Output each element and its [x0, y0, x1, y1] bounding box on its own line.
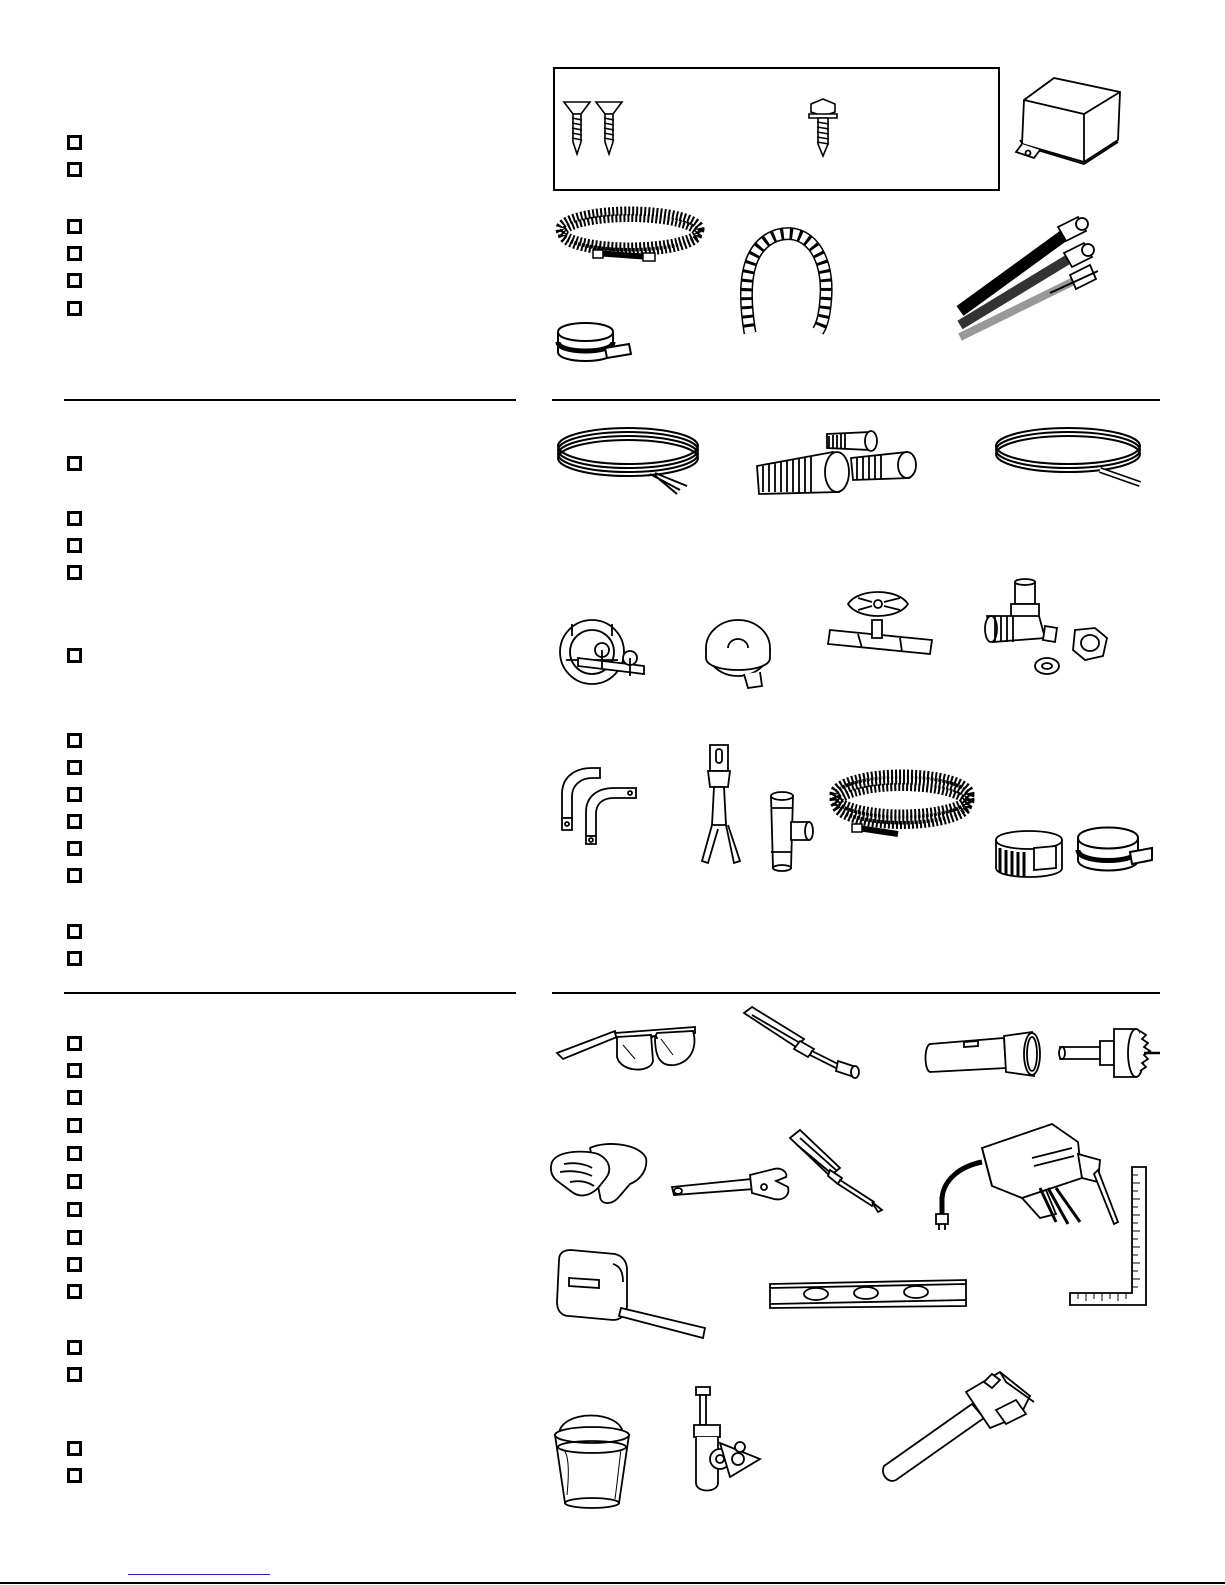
- carpenter-square-icon: [1068, 1165, 1158, 1305]
- section-divider-right-2: [552, 992, 1160, 994]
- spring-clamp-icon: [1074, 822, 1154, 882]
- checkbox-tool-2[interactable]: [67, 1063, 82, 1078]
- nut-driver-icon: [742, 1005, 867, 1077]
- checkbox-part-4[interactable]: [67, 246, 82, 261]
- level-icon: [768, 1276, 968, 1312]
- wye-fitting-icon: [763, 792, 813, 872]
- checkbox-material-9[interactable]: [67, 814, 82, 829]
- checkbox-material-1[interactable]: [67, 456, 82, 471]
- checkbox-material-10[interactable]: [67, 841, 82, 856]
- checkbox-material-12[interactable]: [67, 924, 82, 939]
- checkbox-tool-11[interactable]: [67, 1340, 82, 1355]
- strain-relief-icon: [558, 610, 653, 690]
- tubing-cutter-icon: [690, 1385, 765, 1495]
- spiral-wrap-icon: [738, 225, 838, 340]
- phillips-screwdriver-icon: [788, 1128, 888, 1213]
- compression-elbow-icon: [985, 580, 1110, 680]
- hole-saw-icon: [1058, 1025, 1163, 1083]
- checkbox-tool-1[interactable]: [67, 1036, 82, 1051]
- bucket-icon: [553, 1395, 633, 1510]
- checkbox-material-6[interactable]: [67, 733, 82, 748]
- checkbox-tool-12[interactable]: [67, 1367, 82, 1382]
- checkbox-tool-3[interactable]: [67, 1090, 82, 1105]
- corrugated-hose-icon: [555, 205, 705, 275]
- tubing-coil-icon: [990, 422, 1150, 497]
- checkbox-part-6[interactable]: [67, 301, 82, 316]
- gloves-icon: [550, 1140, 650, 1210]
- hex-head-screw-icon: [805, 96, 841, 160]
- checkbox-part-1[interactable]: [67, 135, 82, 150]
- checkbox-material-7[interactable]: [67, 760, 82, 775]
- checkbox-part-2[interactable]: [67, 162, 82, 177]
- tape-measure-icon: [555, 1250, 710, 1340]
- checkbox-tool-9[interactable]: [67, 1257, 82, 1272]
- checkbox-tool-5[interactable]: [67, 1146, 82, 1161]
- checkbox-tool-6[interactable]: [67, 1174, 82, 1189]
- checkbox-tool-7[interactable]: [67, 1202, 82, 1217]
- checkbox-material-13[interactable]: [67, 951, 82, 966]
- checkbox-tool-13[interactable]: [67, 1441, 82, 1456]
- air-gap-icon: [700, 741, 750, 871]
- flashlight-icon: [924, 1030, 1044, 1080]
- teflon-tape-icon: [700, 614, 775, 689]
- adjustable-wrench-icon: [670, 1165, 795, 1207]
- checkbox-material-2[interactable]: [67, 511, 82, 526]
- hose-clamp-icon: [553, 318, 633, 373]
- checkbox-material-4[interactable]: [67, 565, 82, 580]
- cable-bundle-icon: [960, 215, 1105, 340]
- shutoff-valve-icon: [828, 590, 938, 670]
- checkbox-tool-8[interactable]: [67, 1230, 82, 1245]
- checkbox-tool-4[interactable]: [67, 1118, 82, 1133]
- page-bottom-rule: [0, 1582, 1225, 1584]
- wire-nut-icon: [755, 428, 930, 503]
- section-divider-right-1: [552, 399, 1160, 401]
- checkbox-material-8[interactable]: [67, 787, 82, 802]
- worm-clamp-icon: [992, 828, 1067, 883]
- socket-wrench-icon: [880, 1370, 1035, 1485]
- checkbox-material-5[interactable]: [67, 648, 82, 663]
- checkbox-part-5[interactable]: [67, 273, 82, 288]
- checkbox-material-11[interactable]: [67, 868, 82, 883]
- checkbox-tool-10[interactable]: [67, 1284, 82, 1299]
- junction-box-icon: [1014, 70, 1129, 170]
- power-cord-coil-icon: [555, 422, 705, 497]
- safety-glasses-icon: [555, 1025, 700, 1080]
- checkbox-tool-14[interactable]: [67, 1468, 82, 1483]
- flat-head-screw-icon: [562, 98, 632, 160]
- footer-link-underline: [128, 1574, 270, 1575]
- section-divider-left-2: [64, 992, 516, 994]
- section-divider-left-1: [64, 399, 516, 401]
- checkbox-material-3[interactable]: [67, 538, 82, 553]
- drain-bracket-icon: [558, 764, 643, 844]
- drain-hose-icon: [828, 768, 978, 843]
- checkbox-part-3[interactable]: [67, 219, 82, 234]
